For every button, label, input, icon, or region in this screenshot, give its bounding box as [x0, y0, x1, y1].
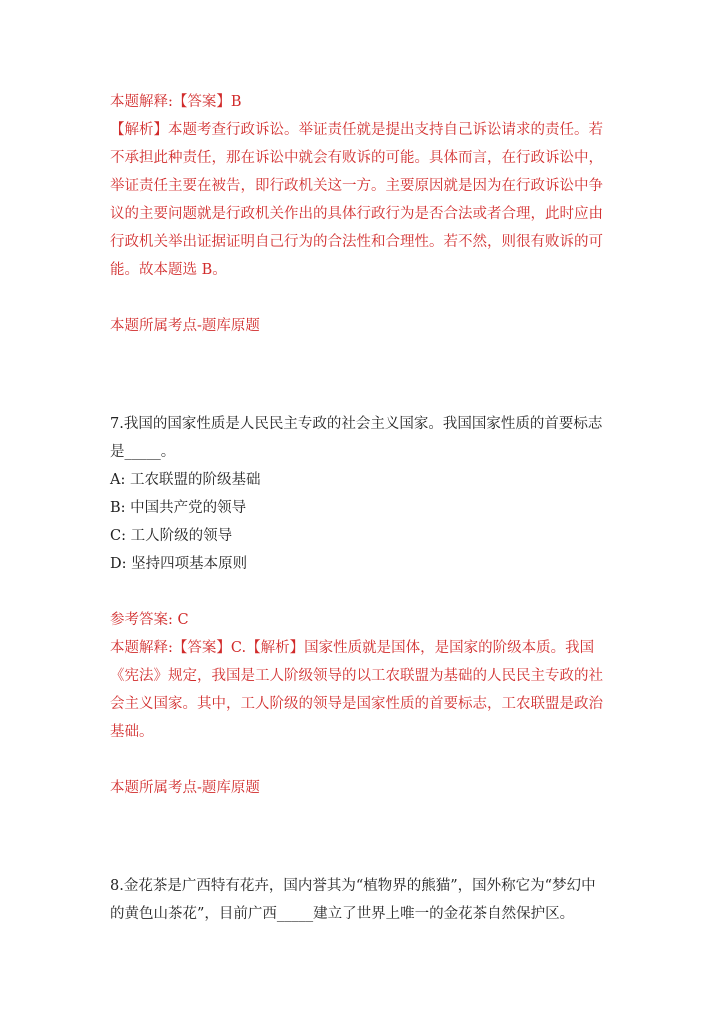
question-text-line: 8.金花茶是广西特有花卉，国内誉其为“植物界的熊猫”，国外称它为“梦幻中 — [110, 878, 596, 894]
explanation-line: 【解析】本题考查行政诉讼。举证责任就是提出支持自己诉讼请求的责任。若 — [110, 122, 603, 138]
question-text-line — [110, 900, 610, 928]
q8-question — [110, 872, 610, 928]
explanation-line: 能。故本题选 B。 — [110, 262, 227, 278]
question-text-post: 建立了世界上唯一的金花茶自然保护区。 — [313, 906, 575, 922]
explanation-line: 议的主要问题就是行政机关作出的具体行政行为是否合法或者合理，此时应由 — [110, 206, 603, 222]
explanation-line: 本题解释:【答案】B — [110, 94, 242, 110]
explanation-line: 会主义国家。其中，工人阶级的领导是国家性质的首要标志，工农联盟是政治 — [110, 696, 603, 712]
document-page — [110, 88, 610, 928]
question-text-line: 7.我国的国家性质是人民民主专政的社会主义国家。我国国家性质的首要标志 — [110, 416, 603, 432]
option-d: D: 坚持四项基本原则 — [110, 556, 248, 572]
option-a: A: 工农联盟的阶级基础 — [110, 472, 261, 488]
option-b: B: 中国共产党的领导 — [110, 500, 247, 516]
option-c: C: 工人阶级的领导 — [110, 528, 233, 544]
question-text-pre: 是 — [110, 444, 125, 460]
q7-options — [110, 466, 610, 578]
explanation-line: 基础。 — [110, 724, 154, 740]
q7-explanation — [110, 634, 610, 746]
explanation-line: 不承担此种责任，那在诉讼中就会有败诉的可能。具体而言，在行政诉讼中， — [110, 150, 603, 166]
q6-explanation — [110, 88, 610, 284]
explanation-line: 《宪法》规定，我国是工人阶级领导的以工农联盟为基础的人民民主专政的社 — [110, 668, 603, 684]
q7-source: 本题所属考点-题库原题 — [110, 780, 260, 796]
answer-blank: _____ — [124, 444, 161, 460]
q7-question — [110, 410, 610, 466]
q6-source: 本题所属考点-题库原题 — [110, 318, 260, 334]
explanation-line: 本题解释:【答案】C.【解析】国家性质就是国体，是国家的阶级本质。我国 — [110, 640, 595, 656]
q7-answer: 参考答案: C — [110, 612, 189, 628]
question-text-line — [110, 438, 610, 466]
question-text-post: 。 — [160, 444, 176, 460]
question-text-pre: 的黄色山茶花”，目前广西 — [110, 906, 277, 922]
answer-blank: _____ — [276, 906, 314, 922]
explanation-line: 行政机关举出证据证明自己行为的合法性和合理性。若不然，则很有败诉的可 — [110, 234, 603, 250]
explanation-line: 举证责任主要在被告，即行政机关这一方。主要原因就是因为在行政诉讼中争 — [110, 178, 603, 194]
